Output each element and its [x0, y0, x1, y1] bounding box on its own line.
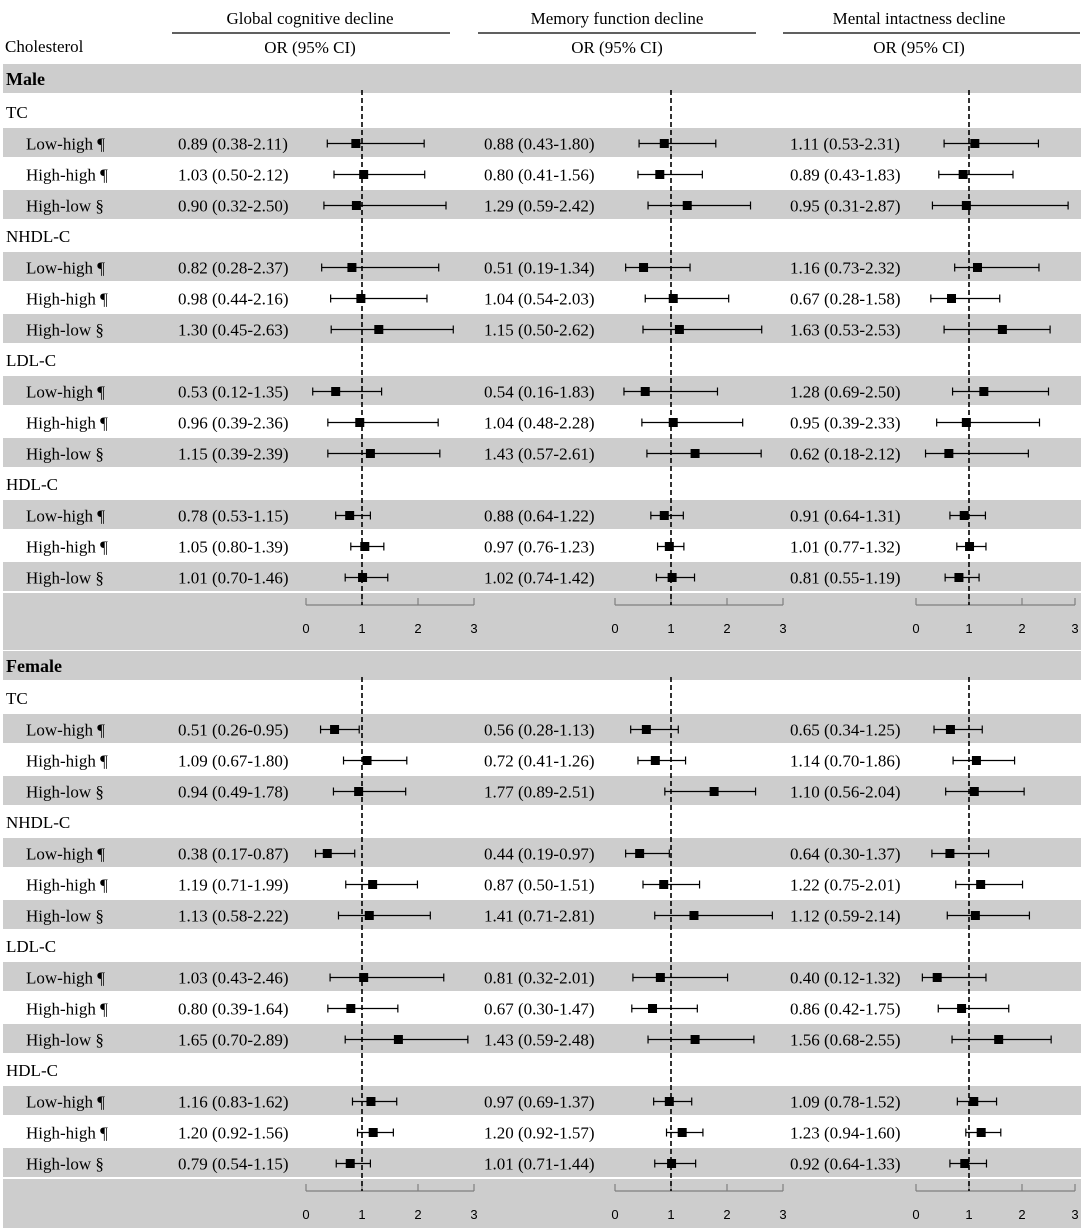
or-value-text: 1.15 (0.39-2.39) — [178, 444, 289, 464]
x-tick-label: 0 — [302, 621, 310, 636]
or-point — [998, 325, 1007, 334]
or-point — [691, 1035, 700, 1044]
or-value-text: 1.11 (0.53-2.31) — [790, 134, 900, 154]
row-label: Low-high ¶ — [26, 720, 105, 740]
or-point — [669, 294, 678, 303]
or-value-text: 1.03 (0.50-2.12) — [178, 165, 289, 185]
section-band — [3, 64, 1081, 93]
x-tick-label: 0 — [611, 621, 619, 636]
or-point — [368, 880, 377, 889]
or-point — [665, 542, 674, 551]
or-value-text: 0.89 (0.43-1.83) — [790, 165, 901, 185]
or-point — [347, 263, 356, 272]
x-tick-label: 2 — [723, 621, 731, 636]
or-point — [363, 756, 372, 765]
or-value-text: 1.23 (0.94-1.60) — [790, 1123, 901, 1143]
or-value-text: 0.97 (0.69-1.37) — [484, 1092, 595, 1112]
panel-title-mental: Mental intactness decline — [832, 9, 1006, 28]
or-value-text: 0.81 (0.55-1.19) — [790, 568, 901, 588]
or-value-text: 1.29 (0.59-2.42) — [484, 196, 595, 216]
or-point — [356, 294, 365, 303]
or-point — [954, 573, 963, 582]
or-header-memory: OR (95% CI) — [571, 38, 663, 57]
or-point — [639, 263, 648, 272]
or-value-text: 1.19 (0.71-1.99) — [178, 875, 289, 895]
or-value-text: 0.98 (0.44-2.16) — [178, 289, 289, 309]
or-value-text: 0.97 (0.76-1.23) — [484, 537, 595, 557]
category-label: LDL-C — [6, 351, 57, 370]
or-value-text: 0.65 (0.34-1.25) — [790, 720, 901, 740]
or-point — [331, 387, 340, 396]
or-point — [683, 201, 692, 210]
or-value-text: 0.80 (0.41-1.56) — [484, 165, 595, 185]
or-point — [669, 418, 678, 427]
row-label: Low-high ¶ — [26, 134, 105, 154]
or-value-text: 0.89 (0.38-2.11) — [178, 134, 288, 154]
row-label: High-high ¶ — [26, 1123, 108, 1143]
or-value-text: 1.20 (0.92-1.56) — [178, 1123, 289, 1143]
or-point — [660, 511, 669, 520]
row-header-label: Cholesterol — [5, 37, 84, 56]
or-value-text: 0.38 (0.17-0.87) — [178, 844, 289, 864]
or-point — [960, 511, 969, 520]
or-value-text: 1.10 (0.56-2.04) — [790, 782, 901, 802]
or-point — [994, 1035, 1003, 1044]
x-tick-label: 2 — [414, 1207, 422, 1222]
or-point — [351, 139, 360, 148]
or-value-text: 1.22 (0.75-2.01) — [790, 875, 901, 895]
or-value-text: 0.78 (0.53-1.15) — [178, 506, 289, 526]
row-label: Low-high ¶ — [26, 258, 105, 278]
or-point — [641, 387, 650, 396]
or-value-text: 0.67 (0.28-1.58) — [790, 289, 901, 309]
or-point — [970, 139, 979, 148]
or-value-text: 0.87 (0.50-1.51) — [484, 875, 595, 895]
or-point — [642, 725, 651, 734]
or-point — [973, 263, 982, 272]
section-title: Male — [6, 69, 45, 89]
or-value-text: 0.72 (0.41-1.26) — [484, 751, 595, 771]
row-label: High-high ¶ — [26, 751, 108, 771]
section-band — [3, 651, 1081, 680]
or-value-text: 0.95 (0.31-2.87) — [790, 196, 901, 216]
or-point — [330, 725, 339, 734]
or-value-text: 0.91 (0.64-1.31) — [790, 506, 901, 526]
or-value-text: 1.65 (0.70-2.89) — [178, 1030, 289, 1050]
category-label: TC — [6, 689, 28, 708]
or-value-text: 0.51 (0.26-0.95) — [178, 720, 289, 740]
x-tick-label: 3 — [779, 621, 787, 636]
or-value-text: 1.03 (0.43-2.46) — [178, 968, 289, 988]
or-value-text: 1.14 (0.70-1.86) — [790, 751, 901, 771]
row-label: High-high ¶ — [26, 165, 108, 185]
or-point — [675, 325, 684, 334]
or-value-text: 0.56 (0.28-1.13) — [484, 720, 595, 740]
row-label: High-low § — [26, 568, 104, 588]
or-point — [668, 573, 677, 582]
or-value-text: 1.43 (0.59-2.48) — [484, 1030, 595, 1050]
or-point — [659, 880, 668, 889]
or-point — [358, 573, 367, 582]
or-value-text: 1.01 (0.70-1.46) — [178, 568, 289, 588]
or-value-text: 0.96 (0.39-2.36) — [178, 413, 289, 433]
or-point — [355, 418, 364, 427]
x-tick-label: 0 — [912, 621, 920, 636]
row-label: High-low § — [26, 1154, 104, 1174]
x-tick-label: 3 — [1071, 1207, 1079, 1222]
x-tick-label: 0 — [611, 1207, 619, 1222]
category-label: LDL-C — [6, 937, 57, 956]
or-point — [651, 756, 660, 765]
category-label: HDL-C — [6, 475, 58, 494]
or-value-text: 0.51 (0.19-1.34) — [484, 258, 595, 278]
row-label: High-high ¶ — [26, 289, 108, 309]
row-label: Low-high ¶ — [26, 1092, 105, 1112]
or-point — [678, 1128, 687, 1137]
or-point — [946, 725, 955, 734]
x-tick-label: 1 — [965, 621, 973, 636]
or-point — [933, 973, 942, 982]
or-value-text: 1.16 (0.83-1.62) — [178, 1092, 289, 1112]
or-point — [352, 201, 361, 210]
or-value-text: 1.20 (0.92-1.57) — [484, 1123, 595, 1143]
or-value-text: 1.01 (0.77-1.32) — [790, 537, 901, 557]
or-value-text: 1.04 (0.48-2.28) — [484, 413, 595, 433]
category-label: TC — [6, 103, 28, 122]
row-label: High-high ¶ — [26, 537, 108, 557]
x-tick-label: 2 — [414, 621, 422, 636]
or-value-text: 0.94 (0.49-1.78) — [178, 782, 289, 802]
or-value-text: 1.15 (0.50-2.62) — [484, 320, 595, 340]
row-label: High-low § — [26, 1030, 104, 1050]
or-point — [976, 880, 985, 889]
or-value-text: 1.16 (0.73-2.32) — [790, 258, 901, 278]
or-point — [977, 1128, 986, 1137]
row-label: Low-high ¶ — [26, 968, 105, 988]
or-point — [655, 170, 664, 179]
or-value-text: 1.30 (0.45-2.63) — [178, 320, 289, 340]
or-value-text: 1.56 (0.68-2.55) — [790, 1030, 901, 1050]
x-tick-label: 2 — [1018, 621, 1026, 636]
or-point — [635, 849, 644, 858]
or-point — [960, 1159, 969, 1168]
or-point — [979, 387, 988, 396]
or-point — [345, 511, 354, 520]
or-value-text: 1.09 (0.78-1.52) — [790, 1092, 901, 1112]
or-value-text: 1.09 (0.67-1.80) — [178, 751, 289, 771]
or-value-text: 0.86 (0.42-1.75) — [790, 999, 901, 1019]
or-point — [359, 170, 368, 179]
or-point — [969, 1097, 978, 1106]
or-point — [971, 911, 980, 920]
category-label: NHDL-C — [6, 813, 71, 832]
category-label: NHDL-C — [6, 227, 71, 246]
row-label: High-low § — [26, 906, 104, 926]
or-value-text: 0.82 (0.28-2.37) — [178, 258, 289, 278]
or-value-text: 0.44 (0.19-0.97) — [484, 844, 595, 864]
or-point — [354, 787, 363, 796]
or-point — [366, 1097, 375, 1106]
x-tick-label: 0 — [302, 1207, 310, 1222]
or-point — [710, 787, 719, 796]
or-value-text: 1.01 (0.71-1.44) — [484, 1154, 595, 1174]
or-point — [323, 849, 332, 858]
or-point — [366, 449, 375, 458]
or-value-text: 1.05 (0.80-1.39) — [178, 537, 289, 557]
row-label: High-low § — [26, 782, 104, 802]
or-point — [959, 170, 968, 179]
x-tick-label: 1 — [358, 621, 366, 636]
row-label: High-high ¶ — [26, 999, 108, 1019]
or-point — [944, 449, 953, 458]
or-point — [665, 1097, 674, 1106]
or-value-text: 0.88 (0.64-1.22) — [484, 506, 595, 526]
or-point — [660, 139, 669, 148]
row-label: High-low § — [26, 320, 104, 340]
or-point — [346, 1004, 355, 1013]
x-tick-label: 1 — [667, 1207, 675, 1222]
or-point — [374, 325, 383, 334]
or-value-text: 1.12 (0.59-2.14) — [790, 906, 901, 926]
or-point — [970, 787, 979, 796]
or-value-text: 0.64 (0.30-1.37) — [790, 844, 901, 864]
or-value-text: 0.80 (0.39-1.64) — [178, 999, 289, 1019]
or-value-text: 1.04 (0.54-2.03) — [484, 289, 595, 309]
or-value-text: 0.79 (0.54-1.15) — [178, 1154, 289, 1174]
or-point — [359, 973, 368, 982]
row-label: High-low § — [26, 444, 104, 464]
or-point — [691, 449, 700, 458]
row-label: Low-high ¶ — [26, 844, 105, 864]
or-point — [962, 418, 971, 427]
panel-title-memory: Memory function decline — [530, 9, 704, 28]
x-tick-label: 0 — [912, 1207, 920, 1222]
or-value-text: 0.53 (0.12-1.35) — [178, 382, 289, 402]
x-tick-label: 3 — [470, 1207, 478, 1222]
or-point — [394, 1035, 403, 1044]
or-point — [957, 1004, 966, 1013]
or-point — [656, 973, 665, 982]
row-label: Low-high ¶ — [26, 506, 105, 526]
table-header — [5, 9, 1080, 57]
or-point — [947, 294, 956, 303]
or-value-text: 1.63 (0.53-2.53) — [790, 320, 901, 340]
or-value-text: 0.90 (0.32-2.50) — [178, 196, 289, 216]
row-label: High-high ¶ — [26, 413, 108, 433]
or-value-text: 1.13 (0.58-2.22) — [178, 906, 289, 926]
or-point — [689, 911, 698, 920]
or-value-text: 1.02 (0.74-1.42) — [484, 568, 595, 588]
x-tick-label: 1 — [667, 621, 675, 636]
or-value-text: 0.81 (0.32-2.01) — [484, 968, 595, 988]
x-tick-label: 3 — [1071, 621, 1079, 636]
or-point — [945, 849, 954, 858]
or-value-text: 1.28 (0.69-2.50) — [790, 382, 901, 402]
or-value-text: 0.95 (0.39-2.33) — [790, 413, 901, 433]
or-point — [648, 1004, 657, 1013]
row-label: Low-high ¶ — [26, 382, 105, 402]
or-value-text: 0.67 (0.30-1.47) — [484, 999, 595, 1019]
section-title: Female — [6, 656, 62, 676]
x-tick-label: 3 — [779, 1207, 787, 1222]
or-value-text: 0.62 (0.18-2.12) — [790, 444, 901, 464]
or-value-text: 1.77 (0.89-2.51) — [484, 782, 595, 802]
row-label: High-high ¶ — [26, 875, 108, 895]
panel-title-global: Global cognitive decline — [226, 9, 394, 28]
or-point — [360, 542, 369, 551]
or-header-mental: OR (95% CI) — [873, 38, 965, 57]
x-tick-label: 3 — [470, 621, 478, 636]
or-value-text: 0.40 (0.12-1.32) — [790, 968, 901, 988]
or-point — [962, 201, 971, 210]
or-point — [346, 1159, 355, 1168]
or-point — [369, 1128, 378, 1137]
x-tick-label: 2 — [723, 1207, 731, 1222]
or-point — [965, 542, 974, 551]
or-value-text: 1.43 (0.57-2.61) — [484, 444, 595, 464]
row-label: High-low § — [26, 196, 104, 216]
category-label: HDL-C — [6, 1061, 58, 1080]
row-bands — [3, 64, 1081, 1228]
x-tick-label: 1 — [358, 1207, 366, 1222]
or-value-text: 1.41 (0.71-2.81) — [484, 906, 595, 926]
or-point — [667, 1159, 676, 1168]
x-tick-label: 2 — [1018, 1207, 1026, 1222]
or-header-global: OR (95% CI) — [264, 38, 356, 57]
or-point — [365, 911, 374, 920]
x-tick-label: 1 — [965, 1207, 973, 1222]
or-value-text: 0.54 (0.16-1.83) — [484, 382, 595, 402]
or-point — [972, 756, 981, 765]
or-value-text: 0.92 (0.64-1.33) — [790, 1154, 901, 1174]
or-value-text: 0.88 (0.43-1.80) — [484, 134, 595, 154]
